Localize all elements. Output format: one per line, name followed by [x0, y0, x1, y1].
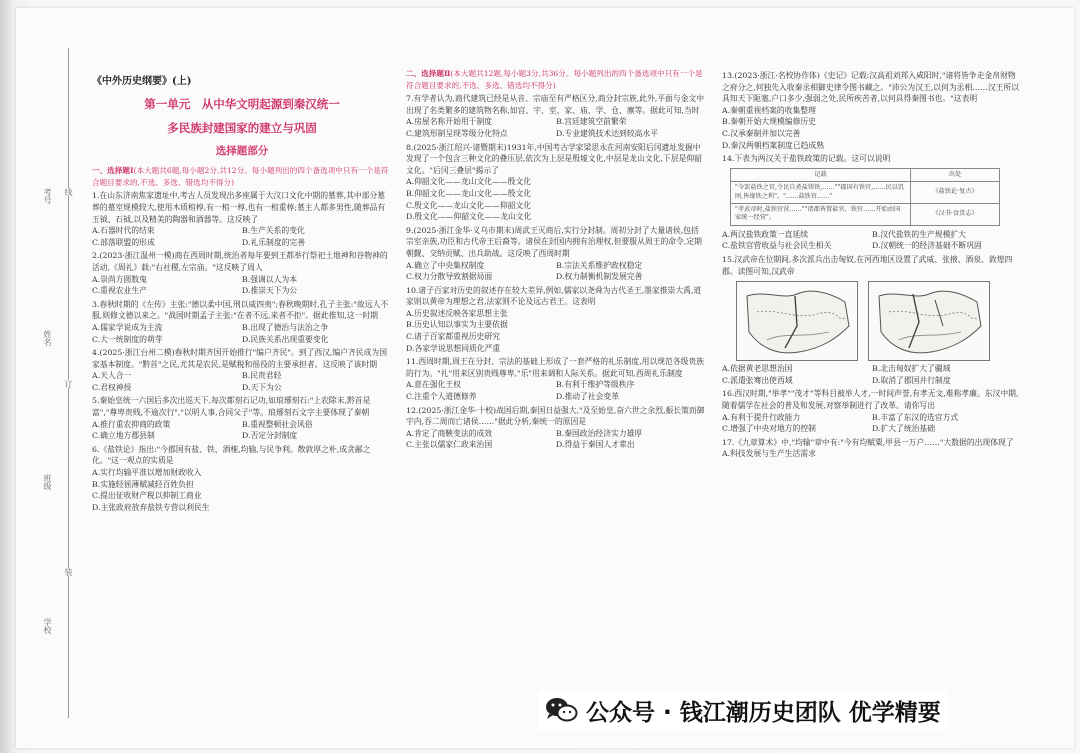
- option[interactable]: D.主张政府放弃盐铁专营以利民生: [92, 502, 210, 512]
- question-stem: 16.西汉时期,"举孝""茂才"等科目被举人才,一时间声誉,有孝无文,难称孝廉。东汉中期,随着儒学在社会的普及和发展,对察举制进行了改革。请你写出: [722, 389, 1019, 410]
- instruction-label: 一、选择题Ⅰ: [92, 166, 134, 176]
- option[interactable]: B.丰富了东汉的选官方式: [872, 412, 959, 422]
- option[interactable]: A.儒家学说成为主流: [92, 322, 163, 332]
- option[interactable]: C.派遣张骞出使西域: [722, 375, 793, 385]
- option[interactable]: D.各家学说思想同质化严重: [406, 343, 501, 353]
- table-row: [731, 182, 1000, 204]
- option[interactable]: C.重视农业生产: [92, 286, 147, 296]
- option[interactable]: D.否定分封制度: [242, 431, 298, 441]
- option[interactable]: D.推崇天下为公: [242, 286, 298, 296]
- section-instructions: [92, 165, 392, 188]
- option[interactable]: C.权力分散导致割据局面: [406, 272, 493, 282]
- option[interactable]: C.诸子百家都重视历史研究: [406, 332, 500, 342]
- column-right: [722, 68, 1022, 460]
- margin-mark-ding: 订: [64, 380, 73, 388]
- instruction-text: (本大题共6题,每小题2分,共12分。每小题列出的四个备选项中只有一个是符合题目要求的,不选、多选、错选均不得分): [92, 166, 389, 187]
- option[interactable]: A.石器时代的结束: [92, 226, 155, 236]
- option[interactable]: D.天下为公: [242, 382, 282, 392]
- option[interactable]: C.提出征收财产税以抑制工商业: [92, 491, 202, 501]
- instruction-text: (本大题共12题,每小题3分,共36分。每小题列出的四个备选项中只有一个是符合题目要求的,不选、多选、错选均不得分): [406, 69, 703, 90]
- option[interactable]: B.强调以人为本: [242, 274, 297, 284]
- options-grid: [406, 379, 706, 402]
- question-stem: 3.春秋时期的《左传》主张:"德以柔中国,刑以威四夷";春秋晚期时,孔子主张:"故远人不服,则修文德以来之。"战国时期孟子主张:"在者不远,来者不拒"。据此推知,这一时期: [92, 299, 389, 321]
- option[interactable]: D.民族关系出现重要变化: [242, 334, 329, 344]
- margin-label-kaohao: 考号: [43, 188, 52, 204]
- option[interactable]: B.生产关系的变化: [242, 226, 305, 236]
- option[interactable]: D.汉朝统一的经济基础不断巩固: [872, 241, 982, 251]
- question-stem: 8.(2025·浙江绍兴·诸暨期末)1931年,中国考古学家梁思永在河南安阳后冈遗址发掘中发现了一个包含三种文化的叠压层,依次为上层是殷墟文化,中层是龙山文化,下层是仰韶文化。"后冈三叠层"揭示了: [406, 142, 702, 175]
- options-grid: [92, 322, 392, 345]
- option[interactable]: B.仰韶文化——龙山文化——殷文化: [406, 188, 532, 198]
- option[interactable]: A.依据黄老思想治国: [722, 364, 793, 374]
- margin-mark-zhuang: 装: [64, 568, 73, 576]
- option[interactable]: B.重视整顿社会风俗: [242, 419, 313, 429]
- question-stem: 11.西周时期,周王在分封、宗法的基础上形成了一套严格的礼乐制度,用以规范各级贵族的行为。"礼"用来区别贵贱尊卑,"乐"用来调和人际关系。据此可知,西周礼乐制度: [406, 357, 705, 378]
- column-left: [92, 68, 392, 513]
- section-title: 选择题部分: [215, 144, 269, 157]
- options-grid: [406, 116, 706, 139]
- table-cell: 《汉书·食货志》: [911, 203, 1000, 225]
- option[interactable]: B.出现了德治与法治之争: [242, 322, 329, 332]
- watermark-banner: [538, 690, 947, 730]
- options-list: [406, 308, 706, 354]
- option[interactable]: C.确立地方郡县制: [92, 431, 155, 441]
- margin-label-xingming: 姓名: [43, 330, 52, 346]
- options-list: [406, 176, 706, 222]
- option[interactable]: A.两汉盐铁政策一直延续: [722, 229, 809, 239]
- options-grid: [406, 260, 706, 283]
- option[interactable]: D.得益于秦国人才辈出: [556, 440, 635, 450]
- options-list: [92, 467, 392, 513]
- binding-margin: [16, 8, 86, 748]
- options-list: [722, 105, 1022, 151]
- option[interactable]: C.大一统制度的萌芽: [92, 334, 163, 344]
- option[interactable]: D.礼乐制度的完善: [242, 237, 306, 247]
- option[interactable]: C.注重个人道德修养: [406, 392, 477, 402]
- map-figure-left: [736, 281, 858, 361]
- option[interactable]: C.部落联盟的形成: [92, 237, 155, 247]
- option[interactable]: A.肯定了商鞅变法的成效: [406, 428, 493, 438]
- question-stem: 9.(2025·浙江金华·义乌市期末)周武王灭商后,实行分封制。周初分封了大量诸侯,包括宗室亲族,功臣和古代帝王后裔等。诸侯在封国内拥有治理权,但要服从周王的命令,定期朝觐、交纳贡赋、出兵助战。这反映了西周时期: [406, 225, 702, 258]
- map-figures: [736, 281, 1022, 361]
- option[interactable]: A.有利于提升行政能力: [722, 412, 801, 422]
- option[interactable]: A.推行重农抑商的政策: [92, 419, 171, 429]
- options-grid: [92, 274, 392, 297]
- instruction-label: 二、选择题Ⅱ: [406, 69, 451, 78]
- question-stem: 5.秦始皇统一六国后多次出巡天下,每次都刻石记功,如琅琊刻石:"上农除末,黔首是富","尊卑贵贱,不逾次行","以明人事,合同父子"等。琅琊刻石文字主要体现了秦朝: [92, 396, 371, 418]
- option[interactable]: D.推动了社会变革: [556, 392, 620, 402]
- option[interactable]: A.历史叙述反映各家思想主张: [406, 308, 508, 318]
- option[interactable]: B.宗法关系维护政权稳定: [556, 260, 643, 270]
- column-middle: [406, 68, 706, 451]
- option[interactable]: C.主张以儒家仁政来治国: [406, 440, 493, 450]
- option[interactable]: B.历史认知以事实为主要依据: [406, 320, 508, 330]
- option[interactable]: B.宫廷建筑空前繁荣: [556, 117, 627, 127]
- question-stem: 10.诸子百家对历史的叙述存在较大差异,例如,儒家以尧舜为古代圣王,墨家推崇大禹,道家则以黄帝为理想之君,法家则不论及远古君王。这表明: [406, 285, 702, 307]
- option[interactable]: B.秦朝开始大规模编修历史: [722, 117, 816, 127]
- option[interactable]: A.实行均输平准以增加财政收入: [92, 468, 202, 478]
- option[interactable]: D.秦汉两朝档案制度已趋成熟: [722, 140, 825, 150]
- option[interactable]: A.意在强化王权: [406, 380, 461, 390]
- table-row: [731, 203, 1000, 225]
- option[interactable]: A.房屋名称开始用于制度: [406, 117, 493, 127]
- option[interactable]: C.盐铁官营收益与社会民生相关: [722, 241, 832, 251]
- table-cell: 《盐铁论·复古》: [911, 182, 1000, 204]
- options-grid: [92, 419, 392, 442]
- option[interactable]: A.崇尚方圆数鬼: [92, 274, 147, 284]
- margin-mark-xian: 线: [64, 188, 73, 196]
- option[interactable]: B.秦国政治经济实力雄厚: [556, 428, 643, 438]
- table-cell: "孝武帝时,盐铁官营……""诸郡皆置盐官、铁官……开始由国家统一经营"。: [731, 203, 911, 225]
- option[interactable]: D.取消了郡国并行制度: [872, 375, 951, 385]
- question-stem: 4.(2025·浙江台州二模)春秋时期齐国开始推行"编户齐民"。到了西汉,编户齐民成为国家基本制度。"黔首"之民,尤其是农民,是赋税和徭役的主要承担者。这反映了该时期: [92, 348, 387, 369]
- unit-title-line2: 多民族封建国家的建立与巩固: [167, 120, 317, 135]
- question-stem: 2.(2023·浙江温州一模)商在西周时期,统治者每年要到王都举行祭祀土地神和谷物神的活动,《周礼》载:"右社稷,左宗庙。"这反映了周人: [92, 251, 388, 272]
- options-grid: [722, 363, 1022, 386]
- option[interactable]: C.建筑形制呈现等级分化特点: [406, 128, 508, 138]
- option[interactable]: C.增强了中央对地方的控制: [722, 424, 816, 434]
- table-header-row: [731, 168, 1000, 181]
- option[interactable]: B.民贵君轻: [242, 371, 282, 381]
- options-grid: [722, 412, 1022, 435]
- question-stem: 14.下表为两汉关于盐铁政策的记载。这可以说明: [722, 154, 891, 164]
- option[interactable]: B.有利于维护等级秩序: [556, 380, 635, 390]
- watermark-text: 公众号 · 钱江潮历史团队 优学精要: [586, 699, 941, 726]
- option[interactable]: A.秦朝重视档案的收集整理: [722, 105, 816, 115]
- option[interactable]: D.扩大了统治基础: [872, 424, 936, 434]
- question-stem: 1.在山东济南焦家遗址中,考古人员发现出多座属于大汶口文化中期的墓葬,其中部分墓葬的墓室规模较大,使用木质棺椁,有一棺一椁,也有一棺重椁;墓主人都多男性,随葬品有玉钺、石钺,以及精美的陶器和酒器等。这反映了: [92, 191, 386, 224]
- table-cell: "今罢盐铁之官,令民自煮盐铸铁,……""郡国有铁官,……民以饥困,皆缘铁之利"。"……盐铁官……": [731, 182, 911, 204]
- options-grid: [92, 370, 392, 393]
- options-grid: [406, 428, 706, 451]
- option[interactable]: C.汉承秦制并加以完善: [722, 128, 801, 138]
- question-stem: 17.《九章算术》中,"均输"章中有:"今有均赋粟,甲县一万户……"大数据的出现体现了: [722, 437, 1014, 447]
- question-stem: 15.汉武帝在位期间,多次派兵出击匈奴,在河西地区设置了武威、张掖、酒泉、敦煌四郡。读图可知,汉武帝: [722, 254, 1013, 276]
- option[interactable]: B.北击匈奴扩大了疆域: [872, 364, 951, 374]
- option[interactable]: D.殷文化——仰韶文化——龙山文化: [406, 212, 532, 222]
- options-grid: [722, 229, 1022, 252]
- option[interactable]: A.仰韶文化——龙山文化——殷文化: [406, 177, 532, 187]
- option[interactable]: A.天人合一: [92, 371, 132, 381]
- question-stem: 13.(2023·浙江·名校协作体)《史记》记载:汉高祖刘邦入咸阳时,"诸将皆争走金帛财物之府分之,何独先入收秦丞相御史律令图书藏之。"沛公为汉王,以何为丞相……汉王所以具知天下阨塞,户口多少,强弱之处,民所疾苦者,以何具得秦图书也。"这表明: [722, 71, 1020, 104]
- question-stem: 12.(2025·浙江金华·十校)战国后期,秦国日益强大,"及至始皇,奋六世之余烈,振长策而御宇内,吞二周而亡诸侯……"据此分析,秦统一的原因是: [406, 405, 705, 427]
- section-instructions: [406, 68, 706, 91]
- option[interactable]: D.权力制衡机制发展完善: [556, 272, 643, 282]
- option[interactable]: C.君权神授: [92, 382, 132, 392]
- option[interactable]: B.实施轻徭薄赋减轻百姓负担: [92, 479, 194, 489]
- option[interactable]: C.殷文化——龙山文化——仰韶文化: [406, 200, 532, 210]
- question-stem: 6.《盐铁论》指出:"今郡国有盐、铁、酒榷,均输,与民争利。散敦厚之朴,成贪鄙之化。"这一观点的实质是: [92, 444, 371, 466]
- unit-title-line1: 第一单元 从中华文明起源到秦汉统一: [144, 96, 340, 111]
- option[interactable]: B.汉代盐铁的生产规模扩大: [872, 229, 966, 239]
- map-figure-right: [868, 281, 990, 361]
- margin-label-xuexiao: 学校: [43, 618, 52, 634]
- wechat-icon: [544, 696, 578, 724]
- records-table: [730, 168, 1000, 226]
- option[interactable]: A.科技发展与生产生活需求: [722, 449, 816, 459]
- table-header: 出处: [911, 168, 1000, 181]
- options-grid: [92, 225, 392, 248]
- series-title: 《中外历史纲要》(上): [92, 76, 192, 87]
- question-stem: 7.有学者认为,商代建筑已经是从音、宗庙至有严格区分,商分封宗族,此外,平面与金文中出现了名类繁多的建筑物名称,如宫、宇、室、家、庙、学、仓、廪等。据此可知,当时: [406, 94, 705, 115]
- option[interactable]: D.专业建筑技术达到较高水平: [556, 128, 659, 138]
- margin-label-banji: 班级: [43, 474, 52, 490]
- option[interactable]: A.确立了中央集权制度: [406, 260, 485, 270]
- table-header: 记载: [731, 168, 911, 181]
